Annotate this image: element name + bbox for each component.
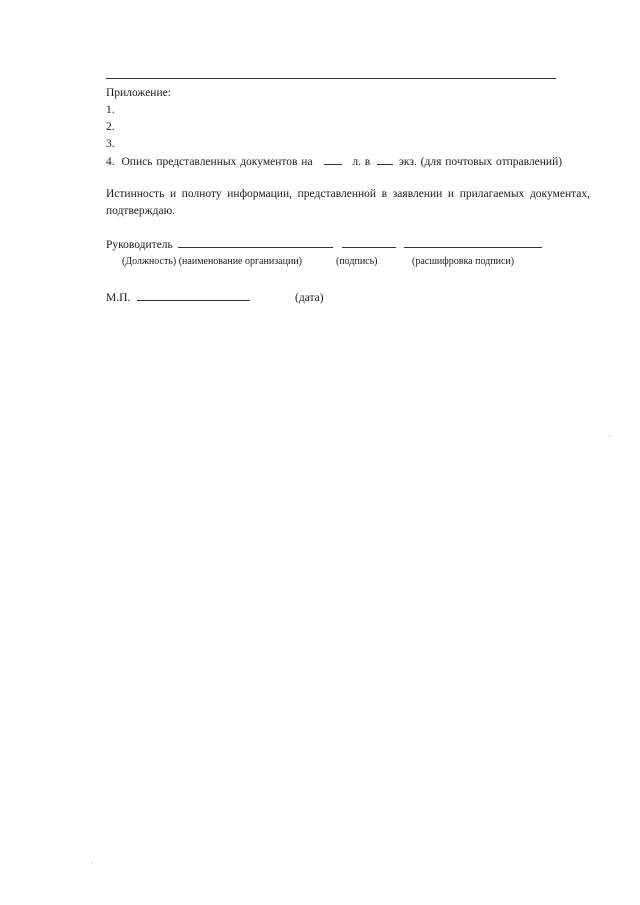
inventory-text: Опись представленных документов на [121, 156, 313, 168]
date-field[interactable] [137, 290, 250, 301]
attachment-item-3 [106, 137, 115, 151]
signature-field[interactable] [342, 237, 396, 248]
attachment-item-number: 3. [106, 138, 115, 150]
attachment-item-number: 2. [106, 121, 115, 133]
scan-speck [91, 862, 92, 863]
attachment-item-number: 4. [106, 156, 115, 168]
signature-decoding-field[interactable] [404, 237, 542, 248]
signature-caption: (подпись) [336, 256, 378, 267]
stamp-row [106, 290, 324, 305]
sheets-label: л. в [352, 156, 371, 168]
scan-speck [609, 436, 610, 437]
top-rule [106, 78, 556, 79]
position-organization-caption: (Должность) (наименование организации) [122, 256, 302, 267]
attachment-item-number: 1. [106, 104, 115, 116]
copies-label: экз. (для почтовых отправлений) [398, 156, 563, 168]
signature-row [106, 237, 542, 252]
certification-paragraph: Истинность и полноту информации, представленной в заявлении и прилагаемых документах, подтверждаю. [106, 188, 590, 217]
signature-decoding-caption: (расшифровка подписи) [412, 256, 515, 267]
attachment-item-1 [106, 103, 115, 117]
sheets-count-field[interactable] [324, 154, 342, 165]
stamp-label: М.П. [106, 292, 131, 304]
head-label: Руководитель [106, 239, 173, 251]
copies-count-field[interactable] [377, 154, 393, 165]
position-organization-field[interactable] [178, 237, 333, 248]
attachment-item-2 [106, 120, 115, 134]
attachments-heading: Приложение: [106, 87, 171, 99]
date-caption: (дата) [295, 292, 324, 304]
attachment-item-4 [106, 154, 562, 169]
